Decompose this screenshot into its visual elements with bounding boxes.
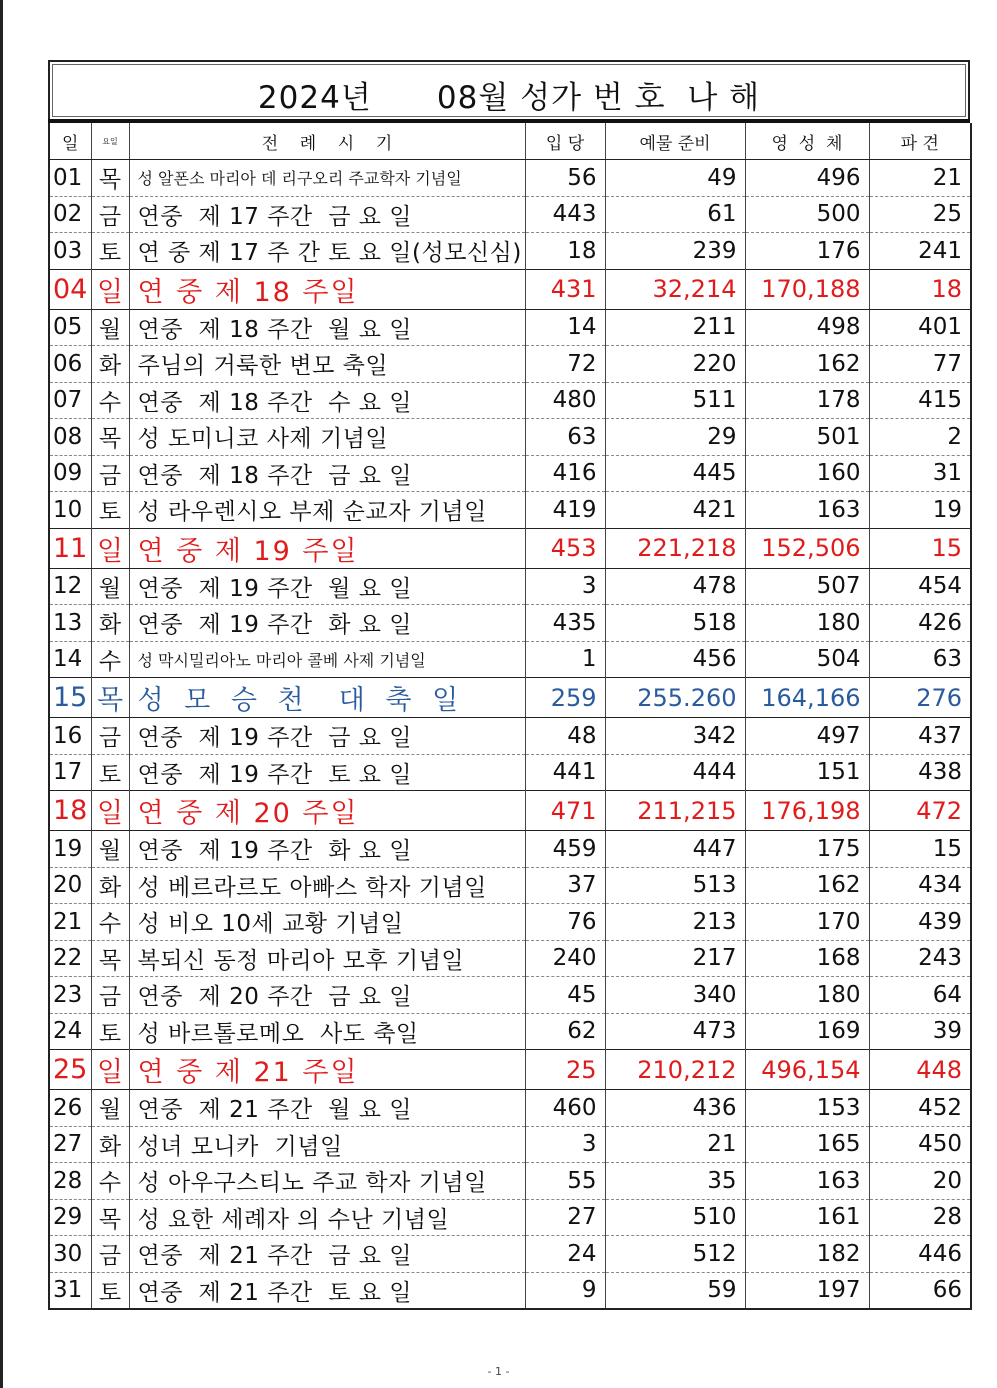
row-offertory: 478 <box>605 568 745 605</box>
row-entrance: 431 <box>525 269 605 309</box>
table-row <box>49 641 971 678</box>
row-entrance: 480 <box>525 382 605 419</box>
row-offertory: 456 <box>605 641 745 678</box>
row-offertory: 213 <box>605 904 745 941</box>
table-row <box>49 1272 971 1309</box>
row-day: 01 <box>49 160 91 197</box>
row-dow: 일 <box>91 791 129 831</box>
row-entrance: 441 <box>525 754 605 791</box>
row-dow: 토 <box>91 1013 129 1050</box>
row-liturgy: 연중 제 18 주간 금 요 일 <box>129 455 525 492</box>
row-communion: 176 <box>745 233 869 270</box>
row-entrance: 63 <box>525 419 605 456</box>
row-liturgy: 주님의 거룩한 변모 축일 <box>129 346 525 383</box>
row-dow: 화 <box>91 1126 129 1163</box>
row-dow: 금 <box>91 455 129 492</box>
row-dow: 금 <box>91 196 129 233</box>
row-entrance: 240 <box>525 940 605 977</box>
row-entrance: 37 <box>525 867 605 904</box>
row-communion: 182 <box>745 1236 869 1273</box>
row-communion: 170 <box>745 904 869 941</box>
row-entrance: 443 <box>525 196 605 233</box>
table-row <box>49 904 971 941</box>
row-communion: 163 <box>745 492 869 529</box>
row-dismissal: 426 <box>869 605 971 642</box>
row-dismissal: 64 <box>869 977 971 1014</box>
row-dow: 수 <box>91 1163 129 1200</box>
row-dismissal: 18 <box>869 269 971 309</box>
row-liturgy: 연 중 제 20 주일 <box>129 791 525 831</box>
table-row <box>49 346 971 383</box>
row-entrance: 459 <box>525 831 605 868</box>
row-day: 24 <box>49 1013 91 1050</box>
hymn-table <box>48 123 972 1310</box>
table-row <box>49 160 971 197</box>
row-communion: 162 <box>745 346 869 383</box>
row-day: 06 <box>49 346 91 383</box>
table-row <box>49 1236 971 1273</box>
row-dow: 화 <box>91 346 129 383</box>
row-dismissal: 243 <box>869 940 971 977</box>
page-left-edge <box>0 0 3 1388</box>
row-offertory: 445 <box>605 455 745 492</box>
row-dismissal: 63 <box>869 641 971 678</box>
row-offertory: 59 <box>605 1272 745 1309</box>
row-offertory: 221,218 <box>605 528 745 568</box>
table-row <box>49 867 971 904</box>
row-day: 16 <box>49 718 91 755</box>
row-dow: 일 <box>91 528 129 568</box>
row-offertory: 49 <box>605 160 745 197</box>
row-dow: 수 <box>91 904 129 941</box>
row-dismissal: 31 <box>869 455 971 492</box>
row-offertory: 436 <box>605 1090 745 1127</box>
page-number: - 1 - <box>487 1365 510 1378</box>
row-dismissal: 241 <box>869 233 971 270</box>
table-row <box>49 528 971 568</box>
row-liturgy: 복되신 동정 마리아 모후 기념일 <box>129 940 525 977</box>
table-row <box>49 678 971 718</box>
row-offertory: 217 <box>605 940 745 977</box>
table-row <box>49 419 971 456</box>
row-liturgy: 성 모 승 천 대 축 일 <box>129 678 525 718</box>
header-dismissal: 파 견 <box>869 123 971 160</box>
row-entrance: 3 <box>525 568 605 605</box>
row-entrance: 56 <box>525 160 605 197</box>
row-offertory: 211 <box>605 309 745 346</box>
row-liturgy: 연 중 제 19 주일 <box>129 528 525 568</box>
table-row <box>49 382 971 419</box>
row-liturgy: 연 중 제 17 주 간 토 요 일(성모신심) <box>129 233 525 270</box>
row-offertory: 239 <box>605 233 745 270</box>
row-day: 26 <box>49 1090 91 1127</box>
row-communion: 169 <box>745 1013 869 1050</box>
row-communion: 180 <box>745 977 869 1014</box>
row-day: 29 <box>49 1199 91 1236</box>
row-day: 18 <box>49 791 91 831</box>
row-communion: 164,166 <box>745 678 869 718</box>
row-dow: 목 <box>91 419 129 456</box>
row-communion: 162 <box>745 867 869 904</box>
row-day: 02 <box>49 196 91 233</box>
row-liturgy: 성녀 모니카 기념일 <box>129 1126 525 1163</box>
row-offertory: 473 <box>605 1013 745 1050</box>
row-offertory: 511 <box>605 382 745 419</box>
row-dow: 화 <box>91 605 129 642</box>
row-liturgy: 성 막시밀리아노 마리아 콜베 사제 기념일 <box>129 641 525 678</box>
row-dow: 일 <box>91 269 129 309</box>
row-dismissal: 434 <box>869 867 971 904</box>
row-dismissal: 452 <box>869 1090 971 1127</box>
row-dow: 수 <box>91 382 129 419</box>
row-dow: 월 <box>91 1090 129 1127</box>
row-day: 22 <box>49 940 91 977</box>
row-entrance: 1 <box>525 641 605 678</box>
row-communion: 151 <box>745 754 869 791</box>
table-row <box>49 605 971 642</box>
row-liturgy: 연중 제 19 주간 월 요 일 <box>129 568 525 605</box>
row-entrance: 416 <box>525 455 605 492</box>
table-row <box>49 269 971 309</box>
row-dismissal: 472 <box>869 791 971 831</box>
header-day: 일 <box>49 123 91 160</box>
row-entrance: 453 <box>525 528 605 568</box>
row-communion: 500 <box>745 196 869 233</box>
row-dismissal: 19 <box>869 492 971 529</box>
row-offertory: 21 <box>605 1126 745 1163</box>
row-day: 27 <box>49 1126 91 1163</box>
table-row <box>49 940 971 977</box>
row-dow: 일 <box>91 1050 129 1090</box>
table-row <box>49 1163 971 1200</box>
row-communion: 504 <box>745 641 869 678</box>
row-liturgy: 연중 제 17 주간 금 요 일 <box>129 196 525 233</box>
row-communion: 507 <box>745 568 869 605</box>
row-offertory: 61 <box>605 196 745 233</box>
row-offertory: 29 <box>605 419 745 456</box>
row-liturgy: 연중 제 20 주간 금 요 일 <box>129 977 525 1014</box>
row-liturgy: 성 알폰소 마리아 데 리구오리 주교학자 기념일 <box>129 160 525 197</box>
row-dismissal: 15 <box>869 831 971 868</box>
row-day: 12 <box>49 568 91 605</box>
table-row <box>49 754 971 791</box>
table-row <box>49 1013 971 1050</box>
row-offertory: 518 <box>605 605 745 642</box>
row-day: 15 <box>49 678 91 718</box>
table-row <box>49 791 971 831</box>
row-offertory: 513 <box>605 867 745 904</box>
row-day: 20 <box>49 867 91 904</box>
row-dismissal: 66 <box>869 1272 971 1309</box>
row-entrance: 25 <box>525 1050 605 1090</box>
row-liturgy: 연중 제 19 주간 화 요 일 <box>129 605 525 642</box>
row-day: 08 <box>49 419 91 456</box>
hymn-sheet <box>48 60 970 1310</box>
row-dismissal: 28 <box>869 1199 971 1236</box>
row-communion: 163 <box>745 1163 869 1200</box>
row-day: 28 <box>49 1163 91 1200</box>
row-communion: 161 <box>745 1199 869 1236</box>
row-offertory: 211,215 <box>605 791 745 831</box>
table-row <box>49 233 971 270</box>
row-liturgy: 성 베르라르도 아빠스 학자 기념일 <box>129 867 525 904</box>
row-liturgy: 연중 제 18 주간 수 요 일 <box>129 382 525 419</box>
row-offertory: 210,212 <box>605 1050 745 1090</box>
row-dismissal: 25 <box>869 196 971 233</box>
row-entrance: 419 <box>525 492 605 529</box>
row-liturgy: 연중 제 18 주간 월 요 일 <box>129 309 525 346</box>
table-row <box>49 492 971 529</box>
row-day: 19 <box>49 831 91 868</box>
row-day: 11 <box>49 528 91 568</box>
row-offertory: 255.260 <box>605 678 745 718</box>
title-box <box>48 60 970 119</box>
row-dismissal: 450 <box>869 1126 971 1163</box>
row-dow: 목 <box>91 678 129 718</box>
row-offertory: 510 <box>605 1199 745 1236</box>
row-day: 10 <box>49 492 91 529</box>
row-dismissal: 446 <box>869 1236 971 1273</box>
row-dismissal: 438 <box>869 754 971 791</box>
row-offertory: 421 <box>605 492 745 529</box>
table-row <box>49 1126 971 1163</box>
page-title: 2024년 08월 성가 번 호 나 해 <box>257 80 761 116</box>
row-entrance: 48 <box>525 718 605 755</box>
row-entrance: 435 <box>525 605 605 642</box>
table-row <box>49 1050 971 1090</box>
row-dow: 금 <box>91 718 129 755</box>
row-offertory: 32,214 <box>605 269 745 309</box>
row-offertory: 444 <box>605 754 745 791</box>
row-liturgy: 성 비오 10세 교황 기념일 <box>129 904 525 941</box>
row-entrance: 62 <box>525 1013 605 1050</box>
row-liturgy: 성 바르톨로메오 사도 축일 <box>129 1013 525 1050</box>
row-dow: 월 <box>91 568 129 605</box>
row-dow: 수 <box>91 641 129 678</box>
row-day: 03 <box>49 233 91 270</box>
row-liturgy: 연중 제 19 주간 토 요 일 <box>129 754 525 791</box>
row-communion: 197 <box>745 1272 869 1309</box>
row-dismissal: 439 <box>869 904 971 941</box>
row-communion: 178 <box>745 382 869 419</box>
row-liturgy: 연 중 제 21 주일 <box>129 1050 525 1090</box>
row-day: 09 <box>49 455 91 492</box>
row-day: 23 <box>49 977 91 1014</box>
row-liturgy: 성 도미니코 사제 기념일 <box>129 419 525 456</box>
row-communion: 170,188 <box>745 269 869 309</box>
row-communion: 497 <box>745 718 869 755</box>
row-communion: 168 <box>745 940 869 977</box>
row-communion: 165 <box>745 1126 869 1163</box>
row-dismissal: 437 <box>869 718 971 755</box>
row-dow: 토 <box>91 754 129 791</box>
row-liturgy: 성 요한 세례자 의 수난 기념일 <box>129 1199 525 1236</box>
row-entrance: 3 <box>525 1126 605 1163</box>
row-dismissal: 454 <box>869 568 971 605</box>
row-entrance: 72 <box>525 346 605 383</box>
row-entrance: 259 <box>525 678 605 718</box>
row-dow: 목 <box>91 1199 129 1236</box>
table-row <box>49 831 971 868</box>
row-dow: 목 <box>91 160 129 197</box>
row-dow: 토 <box>91 233 129 270</box>
row-liturgy: 연중 제 21 주간 토 요 일 <box>129 1272 525 1309</box>
header-entrance: 입 당 <box>525 123 605 160</box>
row-offertory: 342 <box>605 718 745 755</box>
row-entrance: 9 <box>525 1272 605 1309</box>
row-offertory: 512 <box>605 1236 745 1273</box>
row-day: 31 <box>49 1272 91 1309</box>
row-communion: 160 <box>745 455 869 492</box>
row-dow: 화 <box>91 867 129 904</box>
row-dismissal: 15 <box>869 528 971 568</box>
row-entrance: 76 <box>525 904 605 941</box>
row-day: 04 <box>49 269 91 309</box>
row-entrance: 14 <box>525 309 605 346</box>
table-row <box>49 568 971 605</box>
row-communion: 176,198 <box>745 791 869 831</box>
row-dow: 토 <box>91 1272 129 1309</box>
row-communion: 496 <box>745 160 869 197</box>
row-dismissal: 415 <box>869 382 971 419</box>
row-liturgy: 연중 제 21 주간 금 요 일 <box>129 1236 525 1273</box>
row-communion: 501 <box>745 419 869 456</box>
header-offertory: 예물 준비 <box>605 123 745 160</box>
row-offertory: 447 <box>605 831 745 868</box>
row-entrance: 55 <box>525 1163 605 1200</box>
row-day: 05 <box>49 309 91 346</box>
row-dow: 목 <box>91 940 129 977</box>
row-communion: 175 <box>745 831 869 868</box>
header-communion: 영 성 체 <box>745 123 869 160</box>
row-communion: 496,154 <box>745 1050 869 1090</box>
row-day: 30 <box>49 1236 91 1273</box>
row-dow: 월 <box>91 831 129 868</box>
row-day: 25 <box>49 1050 91 1090</box>
row-dismissal: 448 <box>869 1050 971 1090</box>
row-day: 07 <box>49 382 91 419</box>
row-offertory: 340 <box>605 977 745 1014</box>
row-liturgy: 성 라우렌시오 부제 순교자 기념일 <box>129 492 525 529</box>
row-liturgy: 연 중 제 18 주일 <box>129 269 525 309</box>
row-liturgy: 성 아우구스티노 주교 학자 기념일 <box>129 1163 525 1200</box>
table-row <box>49 455 971 492</box>
row-dismissal: 2 <box>869 419 971 456</box>
row-day: 14 <box>49 641 91 678</box>
row-entrance: 471 <box>525 791 605 831</box>
row-entrance: 460 <box>525 1090 605 1127</box>
row-entrance: 45 <box>525 977 605 1014</box>
row-dismissal: 77 <box>869 346 971 383</box>
row-entrance: 27 <box>525 1199 605 1236</box>
table-row <box>49 718 971 755</box>
row-liturgy: 연중 제 19 주간 금 요 일 <box>129 718 525 755</box>
row-dow: 금 <box>91 977 129 1014</box>
row-day: 13 <box>49 605 91 642</box>
row-day: 21 <box>49 904 91 941</box>
row-dow: 월 <box>91 309 129 346</box>
row-liturgy: 연중 제 21 주간 월 요 일 <box>129 1090 525 1127</box>
row-dow: 금 <box>91 1236 129 1273</box>
row-dismissal: 20 <box>869 1163 971 1200</box>
row-dismissal: 21 <box>869 160 971 197</box>
row-communion: 152,506 <box>745 528 869 568</box>
table-row <box>49 196 971 233</box>
row-dismissal: 401 <box>869 309 971 346</box>
row-offertory: 35 <box>605 1163 745 1200</box>
table-row <box>49 1090 971 1127</box>
row-communion: 180 <box>745 605 869 642</box>
row-communion: 498 <box>745 309 869 346</box>
row-dismissal: 39 <box>869 1013 971 1050</box>
row-entrance: 24 <box>525 1236 605 1273</box>
row-liturgy: 연중 제 19 주간 화 요 일 <box>129 831 525 868</box>
table-row <box>49 309 971 346</box>
header-dow: 요일 <box>91 123 129 160</box>
row-day: 17 <box>49 754 91 791</box>
row-entrance: 18 <box>525 233 605 270</box>
table-row <box>49 1199 971 1236</box>
row-offertory: 220 <box>605 346 745 383</box>
header-name: 전 례 시 기 <box>129 123 525 160</box>
row-dismissal: 276 <box>869 678 971 718</box>
header-row <box>49 123 971 160</box>
row-communion: 153 <box>745 1090 869 1127</box>
row-dow: 토 <box>91 492 129 529</box>
table-row <box>49 977 971 1014</box>
